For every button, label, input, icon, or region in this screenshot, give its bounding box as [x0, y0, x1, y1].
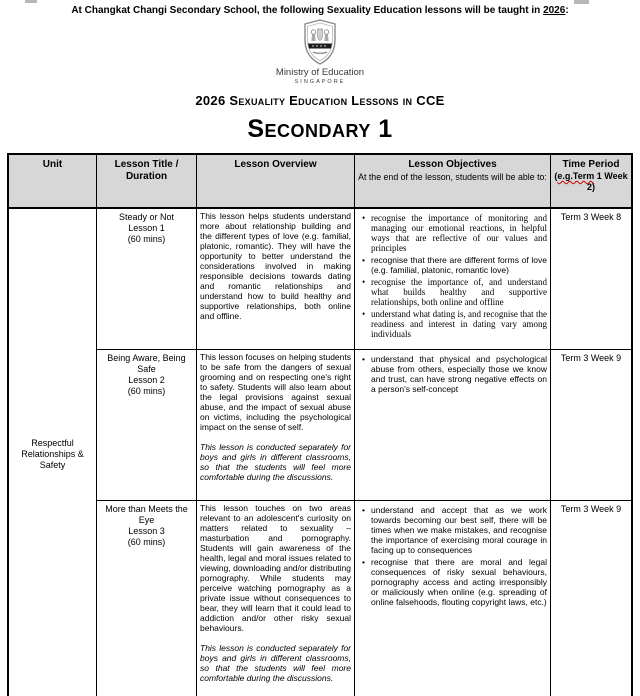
lesson2-objectives-cell — [355, 350, 551, 501]
eg-open: ( — [554, 171, 558, 181]
header-lesson-title-line1: Lesson Title / — [114, 159, 179, 170]
objective-item: • recognise that there are different forms of love (e.g. familial, platonic, romantic love) — [358, 255, 547, 275]
lesson3-separate-classrooms-note: This lesson is conducted separately for boys and girls in different classrooms, so that the students will feel more comfortable during the discussions. — [200, 643, 351, 683]
page-title: Secondary 1 — [247, 115, 393, 143]
lessons-table — [7, 153, 633, 696]
lesson2-overview: This lesson focuses on helping students to be safe from the dangers of sexual grooming and on respecting one's right to safety. Students will also learn about the legal provisions against sexual abuse, and the impact of sexual abuse on victims, including the psychological impact on the sense of self. — [200, 352, 351, 432]
intro-line — [0, 0, 640, 16]
lesson1-title: Steady or Not — [118, 212, 175, 222]
objective-item: • recognise the importance of monitoring and managing our emotional reactions, in helpful ways that are reflective of our values and principles — [358, 213, 547, 253]
lesson1-overview: This lesson helps students understand more about relationship building and the different types of love (e.g. familial, platonic, romantic). They will have the opportunity to better understand the considerations involved in making responsible decisions towards dating and romantic relationships and understand how to build healthy and supportive relationships, both online and offline. — [200, 211, 351, 321]
lesson2-number: Lesson 2 — [128, 375, 165, 385]
eg-rest: 1 Week 2) — [586, 171, 628, 192]
objective-item: • understand and accept that as we work towards becoming our best self, there will be times when we make mistakes, and recognise the importance of exercising moral courage in facing up to consequences — [358, 505, 547, 555]
lesson1-time-period: Term 3 Week 8 — [551, 209, 631, 350]
objective-item: • recognise the importance of, and understand what builds healthy and supportive relationships, both online and offline — [358, 277, 547, 307]
header-objectives-title: Lesson Objectives — [408, 159, 497, 170]
header-unit: Unit — [9, 155, 97, 209]
header-time-period-line1: Time Period — [562, 159, 620, 170]
lesson1-objectives-cell — [355, 209, 551, 350]
moe-crest-icon — [302, 19, 338, 65]
lesson2-time-period: Term 3 Week 9 — [551, 350, 631, 501]
lesson3-overview-cell — [197, 501, 355, 696]
objective-item: • understand what dating is, and recognise that the readiness and interest in dating vary among individuals — [358, 309, 547, 339]
header-lesson-title — [97, 155, 197, 209]
lesson3-title: More than Meets the Eye — [105, 504, 188, 525]
header-time-period — [551, 155, 631, 209]
document-subtitle: 2026 Sexuality Education Lessons in CCE — [195, 93, 445, 108]
lesson3-number: Lesson 3 — [128, 526, 165, 536]
header-objectives — [355, 155, 551, 209]
lesson2-title-cell — [97, 350, 197, 501]
lesson3-time-period: Term 3 Week 9 — [560, 504, 622, 514]
header-lesson-title-line2: Duration — [125, 171, 168, 182]
page-edge-artifact-left — [25, 0, 37, 3]
lesson3-objectives-cell — [355, 501, 551, 696]
lesson2-title: Being Aware, Being Safe — [107, 353, 186, 374]
eg-marked-misspelling: e.g.Term — [557, 171, 595, 181]
intro-year: 2026 — [543, 5, 566, 16]
header-time-period-example — [554, 171, 628, 193]
intro-colon: : — [565, 5, 569, 16]
header-objectives-subtitle: At the end of the lesson, students will be able to: — [358, 172, 547, 182]
page-edge-artifact-right — [574, 0, 589, 4]
objective-item: • recognise that there are moral and legal consequences of risky sexual behaviours, pornography access and acting irresponsibly or maliciously when online (e.g. spreading of online falsehoods, flouting copyright laws, etc.) — [358, 557, 547, 607]
lesson1-duration: (60 mins) — [127, 234, 166, 244]
ministry-header — [0, 19, 640, 85]
ministry-name: Ministry of Education — [275, 67, 365, 78]
lesson2-overview-cell — [197, 350, 355, 501]
header-overview: Lesson Overview — [197, 155, 355, 209]
lesson3-title-cell — [97, 501, 197, 696]
lesson2-separate-classrooms-note: This lesson is conducted separately for boys and girls in different classrooms, so that the students will feel more comfortable during the discussions. — [200, 442, 351, 482]
objective-item: • understand that physical and psychological abuse from others, especially those we know and trust, can have strong negative effects on a person's self-concept — [358, 354, 547, 394]
lesson1-number: Lesson 1 — [128, 223, 165, 233]
unit-cell: Respectful Relationships & Safety — [9, 209, 97, 696]
lesson3-duration: (60 mins) — [127, 537, 166, 547]
ministry-country: SINGAPORE — [294, 79, 346, 85]
lesson2-duration: (60 mins) — [127, 386, 166, 396]
lesson1-overview-cell — [197, 209, 355, 350]
lesson1-title-cell — [97, 209, 197, 350]
lesson3-overview: This lesson touches on two areas relevant to an adolescent's curiosity on matters related to sexuality – masturbation and pornography. Students will gain awareness of the health, legal and moral issues related to viewing, downloading and/or distributing pornography. While students may perceive watching pornography as a private issue without consequences to bear, they will learn that it could lead to addiction and/or other risky sexual behaviours. — [200, 503, 351, 633]
intro-text: At Changkat Changi Secondary School, the following Sexuality Education lessons will be taught in — [71, 5, 544, 16]
